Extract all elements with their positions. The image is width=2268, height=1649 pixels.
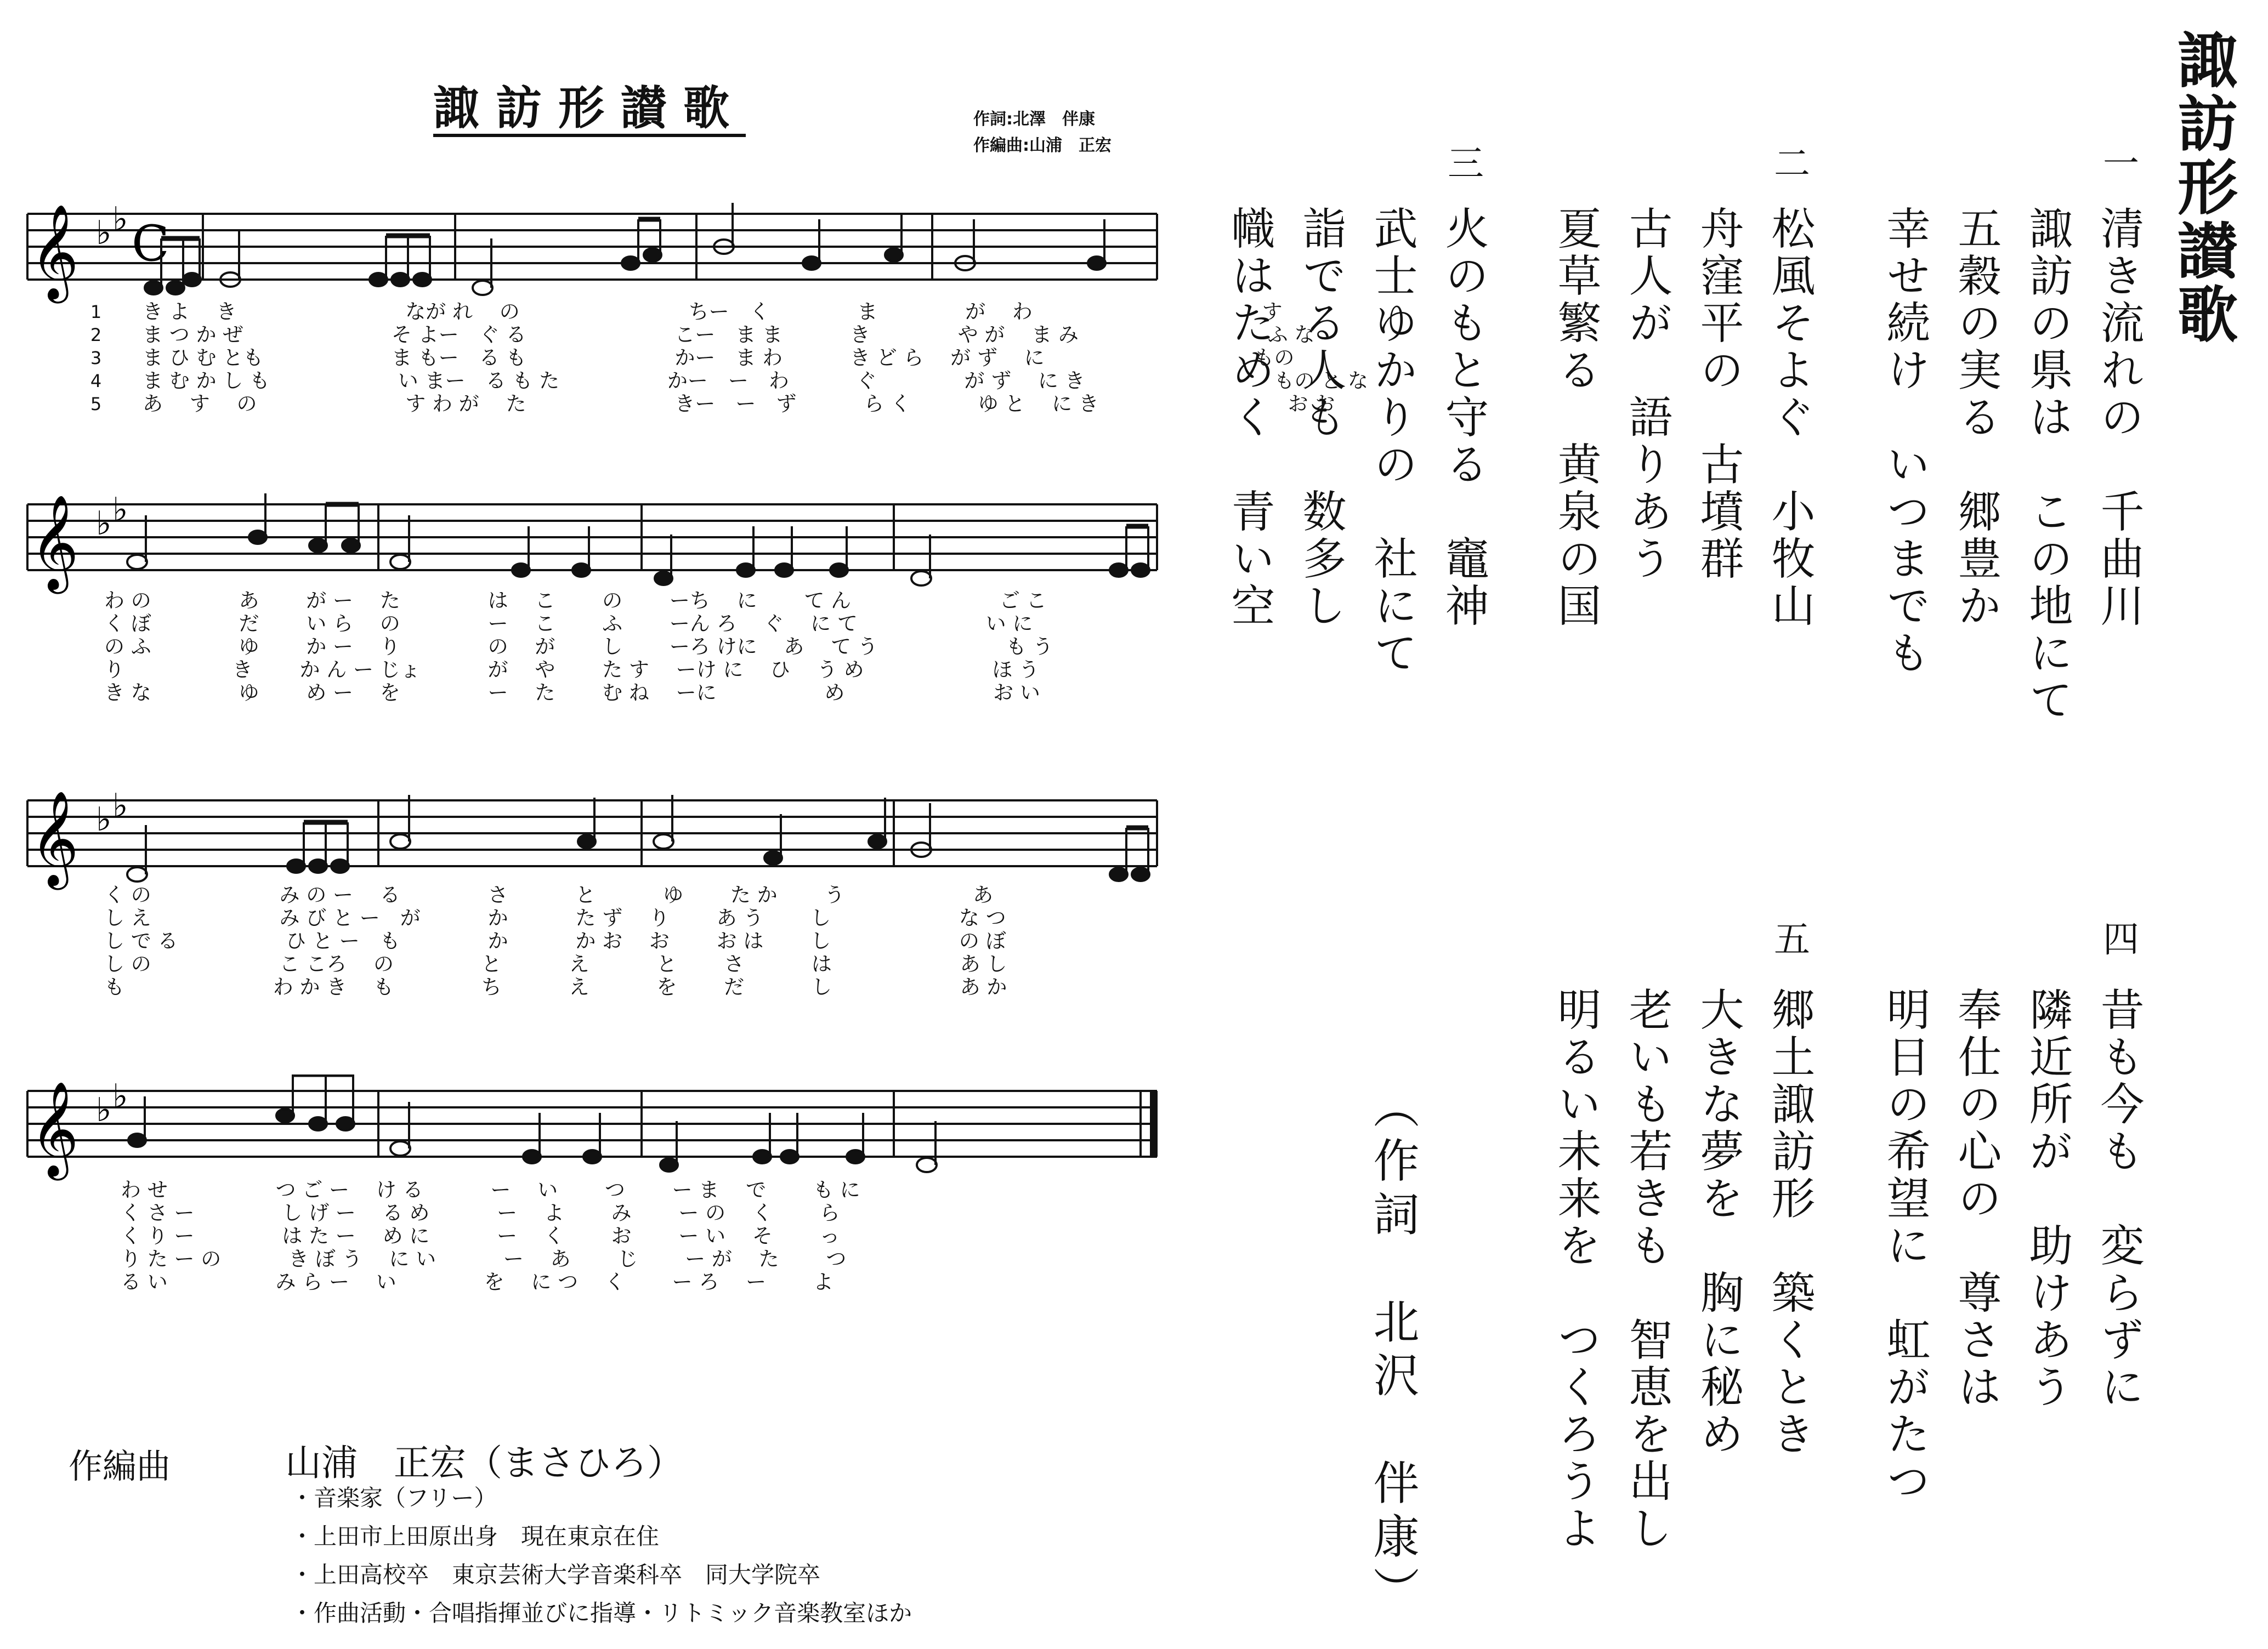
verse-line: 五穀の実る 郷豊か (1951, 206, 2001, 630)
flat-icon: ♭ (96, 504, 112, 543)
common-time-icon: C (132, 215, 169, 272)
verse-label: 一 (2103, 143, 2139, 185)
staff-lyric-line: く さ ー し げ ー る め ー よ み ー の く ら (121, 1201, 840, 1225)
verse-line: 夏草繁る 黄泉の国 (1550, 206, 1601, 630)
verse-line: 老いも若きも 智恵を出し (1621, 987, 1672, 1553)
staff-lyric-line: し で る ひ と ー も か か お お お は し の ぼ (104, 929, 1006, 953)
staff-lyric-line: の ふ ゆ か ー り の が し ーろ けに あ て う も う (104, 635, 1053, 658)
bio-note: ・上田高校卒 東京芸術大学音楽科卒 同大学院卒 (291, 1561, 821, 1588)
flat-icon: ♭ (96, 214, 112, 252)
verse-line: 舟窪平の 古墳群 (1693, 206, 1744, 583)
flat-icon: ♭ (112, 200, 128, 238)
staff-lyric-line: り き か ん ー じょ が や た す ーけ に ひ う め ほ う (104, 658, 1040, 681)
verse-line: 幟はためく 青い空 (1224, 206, 1275, 630)
verse-line: 火のもと守る 竈神 (1438, 206, 1489, 630)
verse-line: 奉仕の心の 尊さは (1951, 987, 2001, 1411)
treble-clef-icon: 𝄞 (30, 1081, 79, 1176)
bio-note: ・上田市上田原出身 現在東京在住 (291, 1523, 660, 1550)
verse-label: 三 (1448, 143, 1484, 185)
staff-lyric-line: く ぼ だ い ら の ー こ ふ ーん ろ ぐ に て い に (104, 612, 1033, 635)
flat-icon: ♭ (112, 1077, 128, 1116)
bio-note: ・作曲活動・合唱指揮並びに指導・リトミック音楽教室ほか (291, 1600, 912, 1627)
verse-number: 4 (90, 371, 102, 391)
score-title: 諏訪形讃歌 (433, 81, 746, 135)
staff-lyric-line: わ の あ が ー た は こ の ーち に て ん ご こ (104, 589, 1047, 612)
staff-lyric-line: も わ か き も ち え を だ し あ か (104, 975, 1007, 999)
composer-credit: 作編曲:山浦 正宏 (973, 136, 1112, 155)
flat-icon: ♭ (112, 491, 128, 529)
staff-lyric-line: り た ー の き ぼ う に い ー あ じ ー が た つ (121, 1247, 847, 1271)
staff-lyric-line: る い み ら ー い を に つ く ー ろ ー よ (121, 1270, 834, 1294)
staff-lyric-line: あ す の す わ が た きー ー ず ら く ゆ と に き お お (143, 392, 1335, 416)
verse-label: 四 (2103, 918, 2139, 960)
verse-number: 2 (90, 325, 102, 345)
verse-line: 古人が 語りあう (1621, 206, 1672, 583)
verse-number: 5 (90, 394, 102, 414)
verse-number: 1 (90, 302, 102, 322)
lyricist-signature: （作詞 北沢 伴康） (1366, 1083, 1420, 1620)
flat-icon: ♭ (96, 1091, 112, 1129)
lyrics-title: 諏訪形讃歌 (2168, 29, 2238, 346)
verse-line: 明日の希望に 虹がたつ (1879, 987, 1930, 1505)
verse-line: 松風そよぐ 小牧山 (1764, 206, 1815, 630)
staff-lyric-line: し え み び と ー が か た ず り あ う し な つ (104, 906, 1006, 930)
treble-clef-icon: 𝄞 (30, 204, 79, 299)
flat-icon: ♭ (96, 800, 112, 839)
verse-line: 明るい未来を つくろうよ (1550, 987, 1601, 1553)
verse-line: 詣でる人も 数多し (1295, 206, 1346, 630)
verse-line: 郷土諏訪形 築くとき (1764, 987, 1815, 1458)
staff-lyric-line: く の み の ー る さ と ゆ た か う あ (104, 883, 994, 907)
staff-lyric-line: き よ き なが れ の ちー く ま が わ す (143, 300, 1283, 323)
verse-number: 3 (90, 348, 102, 368)
staff-lyric-line: き な ゆ め ー を ー た む ね ーに め お い (104, 681, 1040, 704)
verse-line: 清き流れの 千曲川 (2093, 206, 2144, 630)
bio-role: 作編曲 (69, 1446, 171, 1486)
verse-label: 五 (1774, 918, 1810, 960)
verse-line: 幸せ続け いつまでも (1879, 206, 1930, 677)
bio-name: 山浦 正宏（まさひろ） (285, 1442, 683, 1484)
bio-note: ・音楽家（フリー） (291, 1485, 497, 1511)
verse-line: 昔も今も 変らずに (2093, 987, 2144, 1411)
staff-lyric-line: ま ひ む とも ま もー る も かー ま わ き ど ら が ず に もの (143, 346, 1295, 369)
staff-lyric-line: し の こ ころ の と え と さ は あ し (104, 952, 1007, 976)
verse-line: 隣近所が 助けあう (2022, 987, 2073, 1411)
verse-line: 武士ゆかりの 社にて (1367, 206, 1418, 677)
verse-line: 諏訪の県は この地にて (2022, 206, 2073, 724)
lyricist-credit: 作詞:北澤 伴康 (973, 110, 1095, 129)
flat-icon: ♭ (112, 787, 128, 825)
staff-lyric-line: ま む か し も い まー る も た かー ー わ ぐ が ず に き もの と な (143, 369, 1368, 393)
staff-lyric-line: ま つ か ぜ そ よー ぐ る こー ま ま き や が ま み ふ な (143, 323, 1315, 346)
verse-line: 大きな夢を 胸に秘め (1693, 987, 1744, 1458)
treble-clef-icon: 𝄞 (30, 494, 79, 590)
staff-lyric-line: わ せ つ ご ー け る ー い つ ー ま で も に (121, 1178, 860, 1202)
treble-clef-icon: 𝄞 (30, 791, 79, 886)
verse-label: 二 (1774, 143, 1810, 185)
staff-lyric-line: く り ー は た ー め に ー く お ー い そ っ (121, 1224, 840, 1248)
